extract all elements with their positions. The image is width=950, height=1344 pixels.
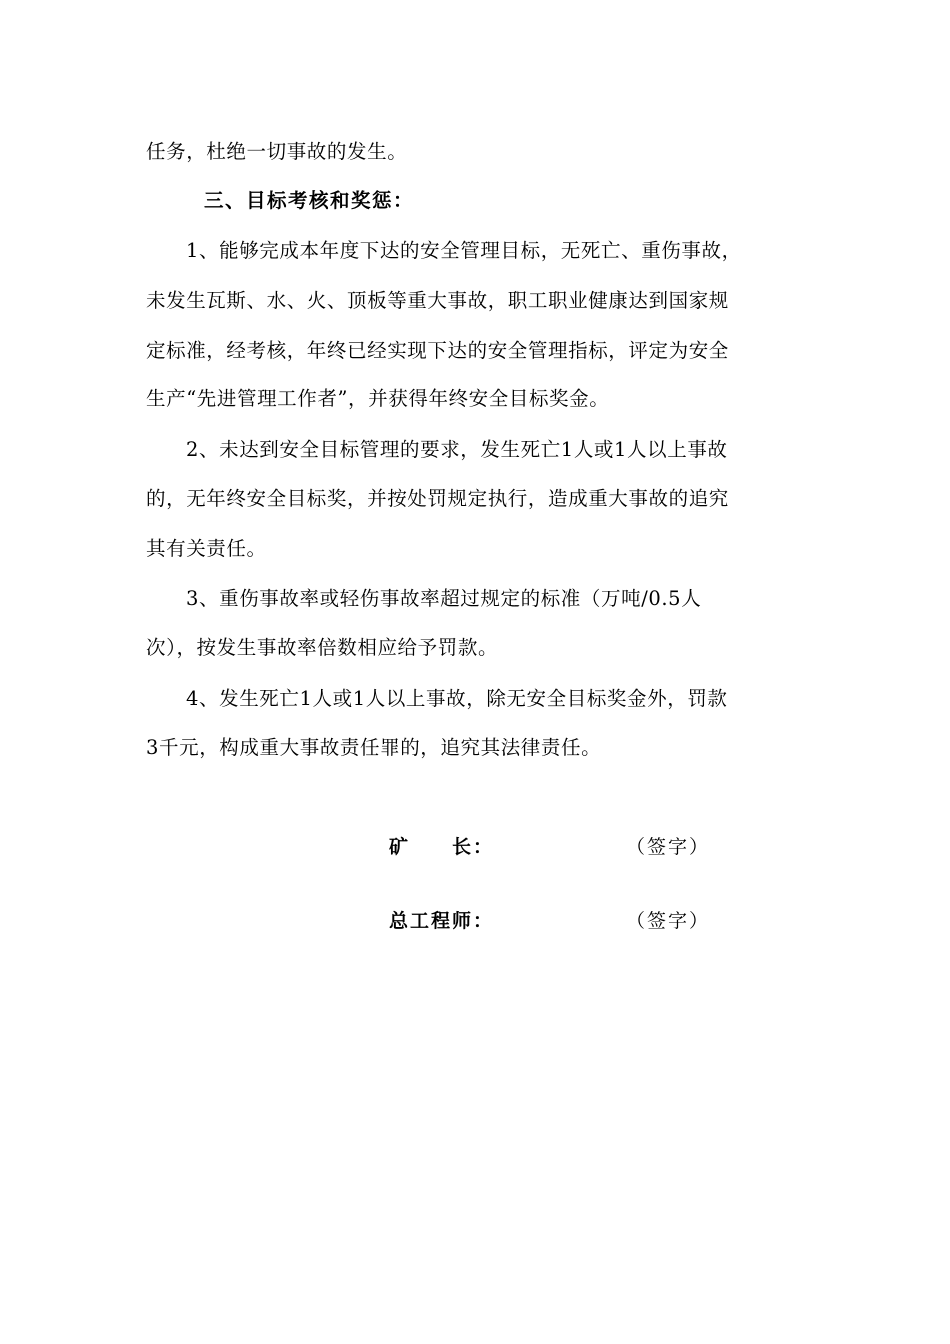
- paragraph-line: 定标准，经考核，年终已经实现下达的安全管理指标，评定为安全: [146, 339, 729, 362]
- section-heading: 三、目标考核和奖惩：: [204, 189, 415, 212]
- paragraph-line: 任务，杜绝一切事故的发生。: [146, 140, 408, 163]
- signature-mark-director: （签字）: [626, 836, 711, 858]
- paragraph-line: 3、重伤事故率或轻伤事故率超过规定的标准（万吨/0.5人: [186, 587, 702, 610]
- paragraph-line: 4、发生死亡1人或1人以上事故，除无安全目标奖金外，罚款: [186, 687, 728, 710]
- paragraph-line: 1、能够完成本年度下达的安全管理目标，无死亡、重伤事故，: [186, 239, 742, 262]
- signature-label-chief-engineer: 总工程师：: [389, 910, 495, 932]
- signature-mark-chief-engineer: （签字）: [626, 910, 711, 932]
- paragraph-line: 生产“先进管理工作者”，并获得年终安全目标奖金。: [146, 387, 610, 410]
- paragraph-line: 2、未达到安全目标管理的要求，发生死亡1人或1人以上事故: [186, 438, 728, 461]
- signature-label-director: 矿 长：: [389, 836, 495, 858]
- paragraph-line: 其有关责任。: [146, 537, 267, 560]
- paragraph-line: 的，无年终安全目标奖，并按处罚规定执行，造成重大事故的追究: [146, 487, 729, 510]
- paragraph-line: 3千元，构成重大事故责任罪的，追究其法律责任。: [146, 736, 602, 759]
- paragraph-line: 次），按发生事故率倍数相应给予罚款。: [146, 636, 499, 659]
- paragraph-line: 未发生瓦斯、水、火、顶板等重大事故，职工职业健康达到国家规: [146, 289, 729, 312]
